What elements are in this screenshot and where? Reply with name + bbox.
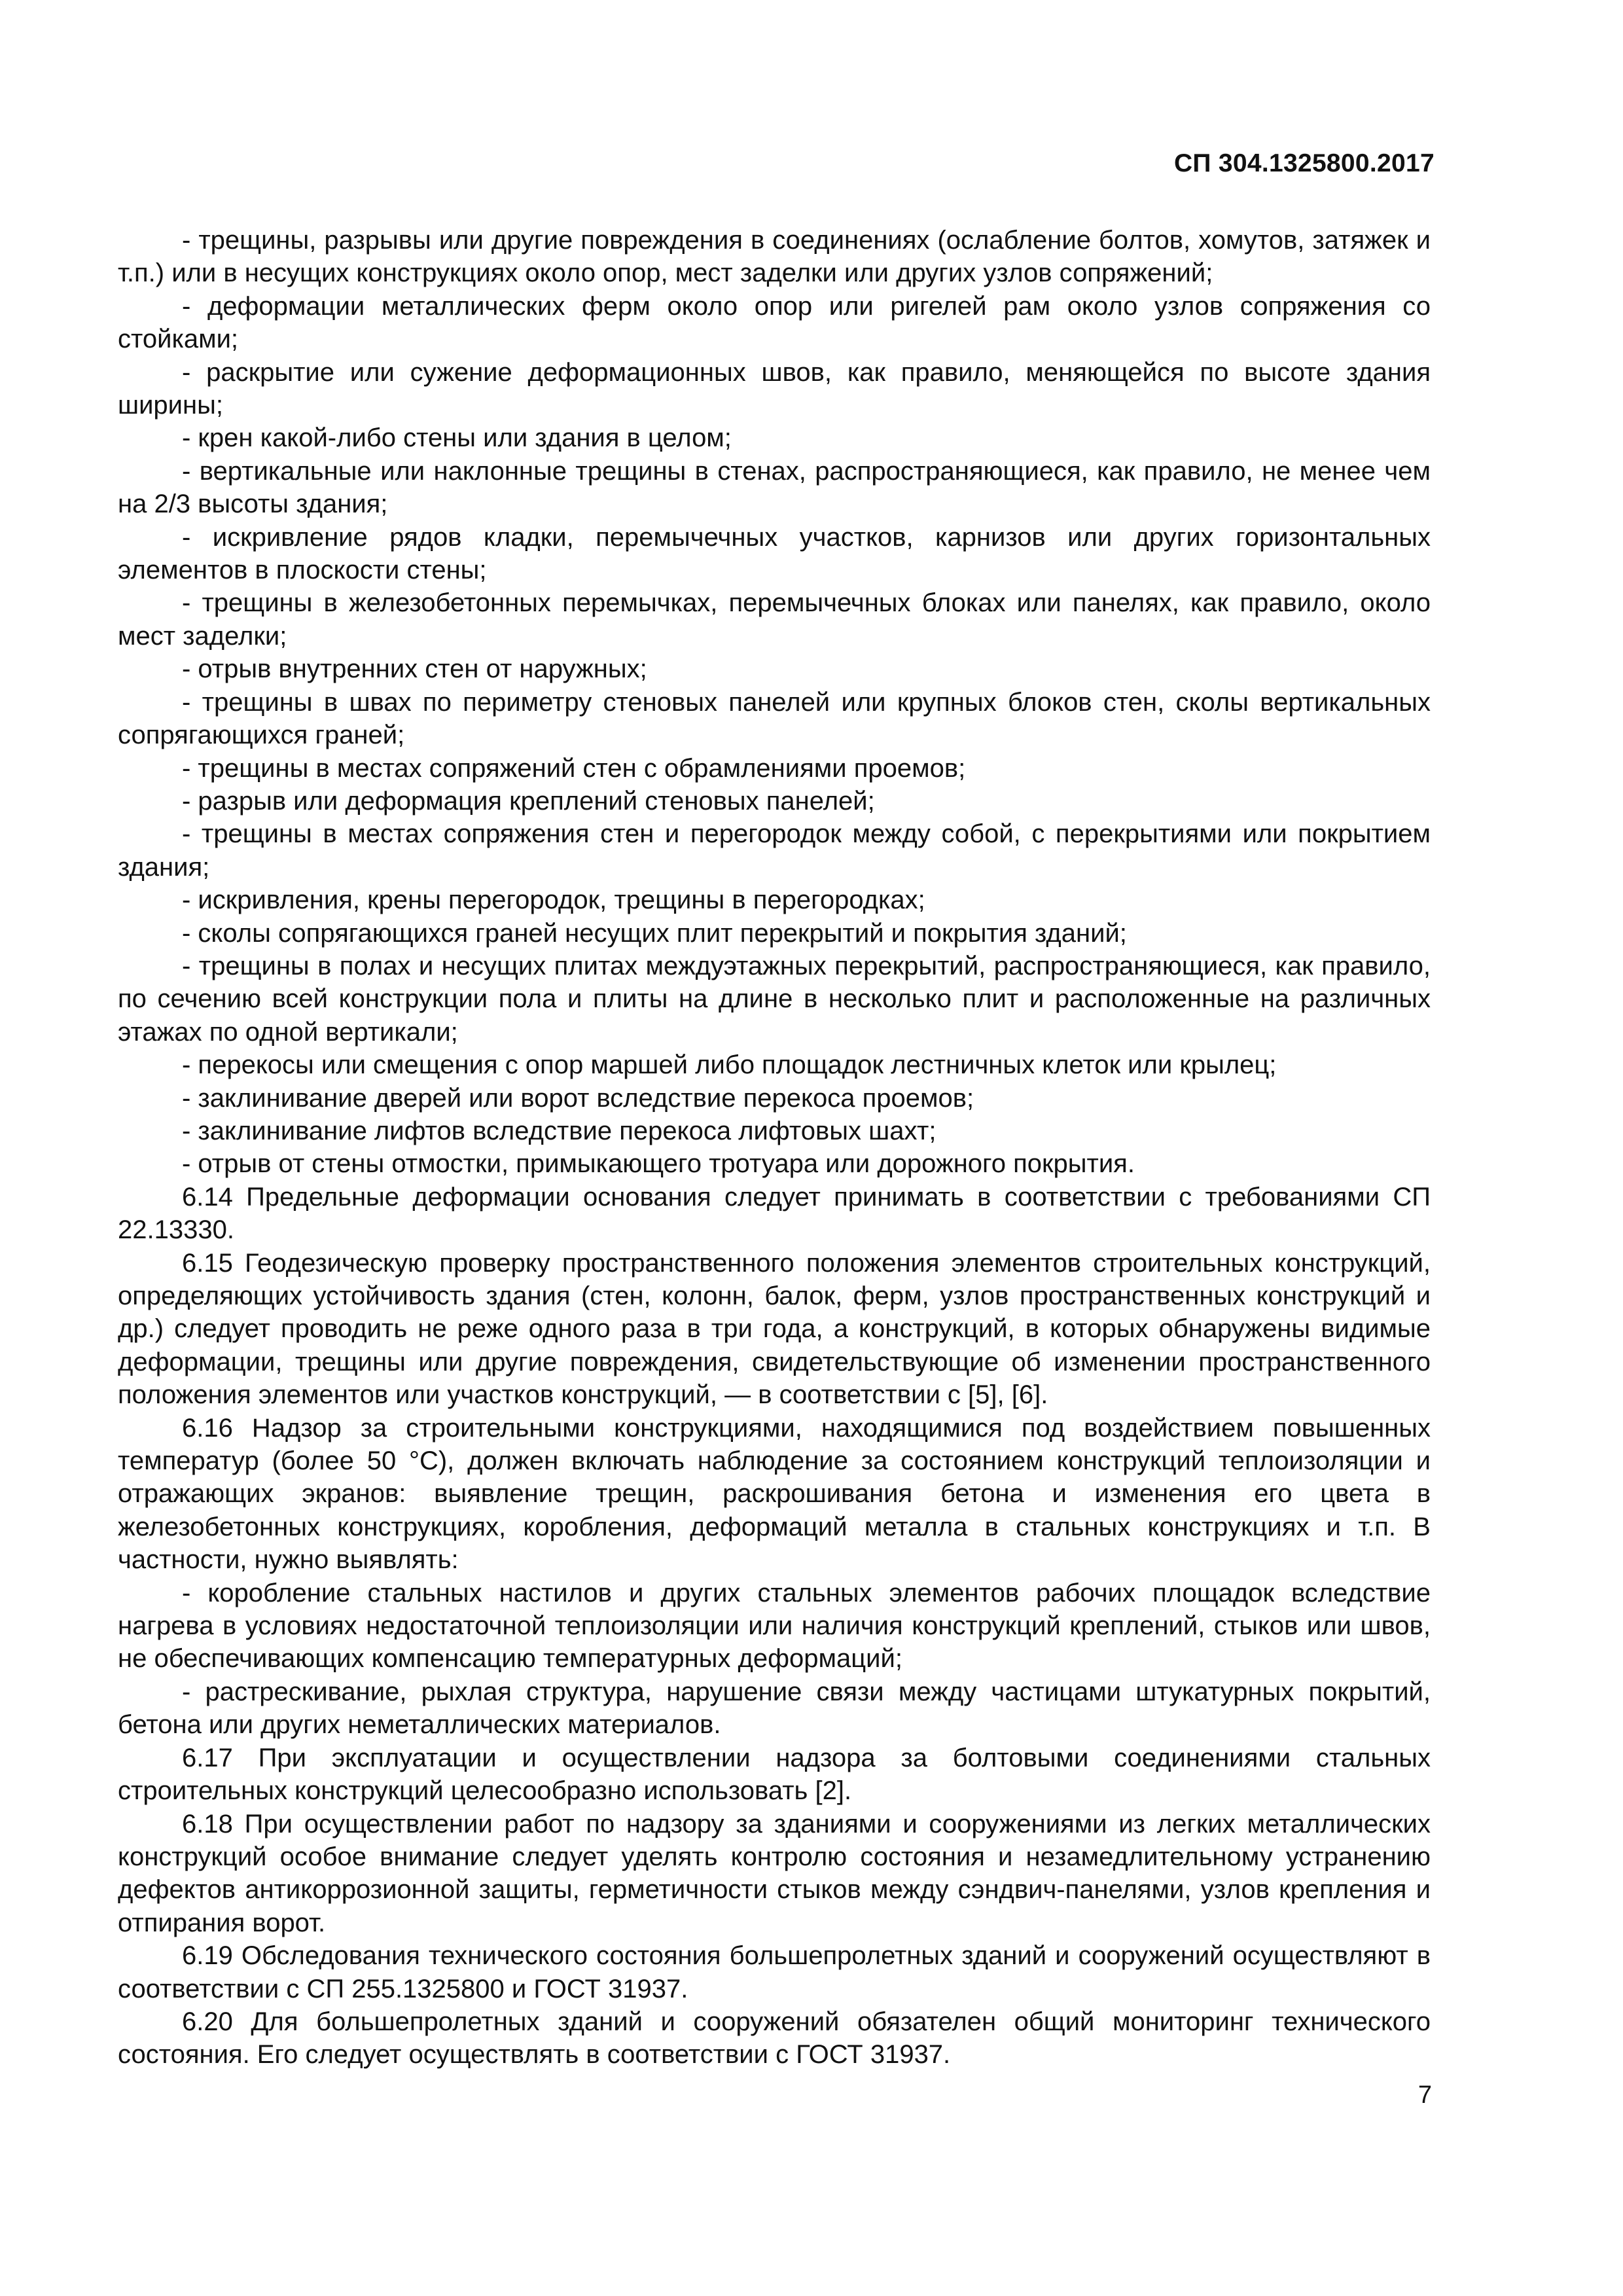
- page-number: 7: [1418, 2081, 1432, 2109]
- list-item: - трещины в местах сопряжения стен и перегородок между собой, с перекрытиями или покрытием здания;: [118, 819, 1431, 882]
- list-item: - заклинивание лифтов вследствие перекоса лифтовых шахт;: [182, 1116, 936, 1145]
- list-item: - искривление рядов кладки, перемычечных участков, карнизов или других горизонтальных элементов в плоскости стены;: [118, 522, 1431, 585]
- list-item: - коробление стальных настилов и других стальных элементов рабочих площадок вследствие нагрева в условиях недостаточной теплоизоляции или наличия конструкций креплений, стыков или швов, не обеспечивающих компенсацию температурных деформаций;: [118, 1578, 1431, 1674]
- clause-6-14: 6.14 Предельные деформации основания следует принимать в соответствии с требованиями СП 22.13330.: [118, 1182, 1431, 1245]
- list-item: - искривления, крены перегородок, трещины в перегородках;: [182, 886, 925, 915]
- list-item: - отрыв внутренних стен от наружных;: [182, 655, 647, 684]
- list-item: - трещины, разрывы или другие повреждения в соединениях (ослабление болтов, хомутов, затяжек и т.п.) или в несущих конструкциях около опор, мест заделки или других узлов сопряжений;: [118, 226, 1431, 288]
- list-item: - деформации металлических ферм около опор или ригелей рам около узлов сопряжения со стойками;: [118, 291, 1431, 354]
- list-item: - заклинивание дверей или ворот вследствие перекоса проемов;: [182, 1083, 974, 1113]
- document-body: [118, 224, 1431, 2072]
- list-item: - растрескивание, рыхлая структура, нарушение связи между частицами штукатурных покрытий, бетона или других неметаллических материалов.: [118, 1677, 1431, 1740]
- list-item: - разрыв или деформация креплений стеновых панелей;: [182, 786, 875, 816]
- clause-6-16: 6.16 Надзор за строительными конструкциями, находящимися под воздействием повышенных температур (более 50 °С), должен включать наблюдение за состоянием конструкций теплоизоляции и отражающих экранов: выявление трещин, раскрошивания бетона и изменения его цвета в железобетонных конструкциях, коробления, деформаций металла в стальных конструкциях и т.п. В частности, нужно выявлять:: [118, 1413, 1431, 1575]
- clause-6-15: 6.15 Геодезическую проверку пространственного положения элементов строительных конструкций, определяющих устойчивость здания (стен, колонн, балок, ферм, узлов пространственных конструкций и др.) следует проводить не реже одного раза в три года, а конструкций, в которых обнаружены видимые деформации, трещины или другие повреждения, свидетельствующие об изменении пространственного положения элементов или участков конструкций, — в соответствии с [5], [6].: [118, 1248, 1431, 1410]
- list-item: - вертикальные или наклонные трещины в стенах, распространяющиеся, как правило, не менее чем на 2/3 высоты здания;: [118, 456, 1431, 519]
- list-item: - трещины в швах по периметру стеновых панелей или крупных блоков стен, сколы вертикальных сопрягающихся граней;: [118, 687, 1431, 750]
- clause-6-18: 6.18 При осуществлении работ по надзору за зданиями и сооружениями из легких металлических конструкций особое внимание следует уделять контролю состояния и незамедлительному устранению дефектов антикоррозионной защиты, герметичности стыков между сэндвич-панелями, узлов крепления и отпирания ворот.: [118, 1809, 1431, 1937]
- list-item: - трещины в железобетонных перемычках, перемычечных блоках или панелях, как правило, около мест заделки;: [118, 588, 1431, 651]
- list-item: - трещины в местах сопряжений стен с обрамлениями проемов;: [182, 753, 966, 783]
- clause-6-20: 6.20 Для большепролетных зданий и сооружений обязателен общий мониторинг технического состояния. Его следует осуществлять в соответствии с ГОСТ 31937.: [118, 2007, 1431, 2070]
- list-item: - отрыв от стены отмостки, примыкающего тротуара или дорожного покрытия.: [182, 1149, 1135, 1179]
- list-item: - трещины в полах и несущих плитах междуэтажных перекрытий, распространяющиеся, как правило, по сечению всей конструкции пола и плиты на длине в несколько плит и расположенные на различных этажах по одной вертикали;: [118, 951, 1431, 1047]
- clause-6-17: 6.17 При эксплуатации и осуществлении надзора за болтовыми соединениями стальных строительных конструкций целесообразно использовать [2].: [118, 1743, 1431, 1806]
- list-item: - сколы сопрягающихся граней несущих плит перекрытий и покрытия зданий;: [182, 918, 1127, 948]
- list-item: - крен какой-либо стены или здания в целом;: [182, 423, 732, 453]
- list-item: - перекосы или смещения с опор маршей либо площадок лестничных клеток или крылец;: [182, 1050, 1277, 1080]
- document-code-header: СП 304.1325800.2017: [1173, 149, 1435, 177]
- clause-6-19: 6.19 Обследования технического состояния большепролетных зданий и сооружений осуществляют в соответствии с СП 255.1325800 и ГОСТ 31937.: [118, 1941, 1431, 2003]
- list-item: - раскрытие или сужение деформационных швов, как правило, меняющейся по высоте здания ширины;: [118, 357, 1431, 420]
